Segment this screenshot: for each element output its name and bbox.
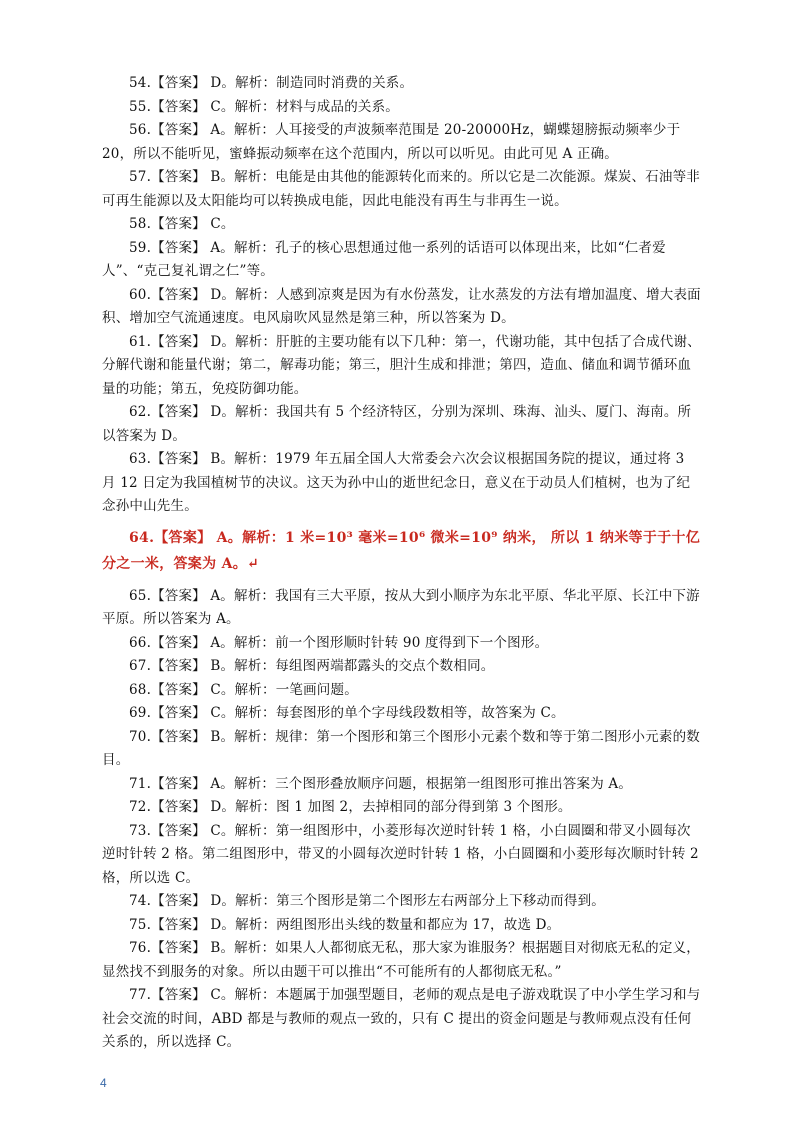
answer-71: 71.【答案】 A。解析：三个图形叠放顺序问题，根据第一组图形可推出答案为 A。 xyxy=(129,775,633,792)
answer-61: 61.【答案】 D。解析：肝脏的主要功能有以下几种：第一，代谢功能，其中包括了合成代谢、分解代谢和能量代谢；第二，解毒功能；第三，胆汁生成和排泄；第四，造血、储血和调节循环血量的功能；第五，免疫防御功能。 xyxy=(102,333,701,397)
answer-55: 55.【答案】 C。解析：材料与成品的关系。 xyxy=(129,98,399,115)
answer-62: 62.【答案】 D。解析：我国共有 5 个经济特区，分别为深圳、珠海、汕头、厦门、海南。所以答案为 D。 xyxy=(102,404,692,444)
answer-68: 68.【答案】 C。解析：一笔画问题。 xyxy=(129,681,358,698)
answer-67: 67.【答案】 B。解析：每组图两端都露头的交点个数相同。 xyxy=(129,658,495,674)
answer-63: 63.【答案】 B。解析：1979 年五届全国人大常委会六次会议根据国务院的提议，通过将 3 月 12 日定为我国植树节的决议。这天为孙中山的逝世纪念日，意义在于动员人们植树，也为了纪念孙中山先生。 xyxy=(102,451,691,514)
answer-66: 66.【答案】 A。解析：前一个图形顺时针转 90 度得到下一个图形。 xyxy=(129,634,549,651)
answer-56: 56.【答案】 A。解析：人耳接受的声波频率范围是 20-20000Hz，蝴蝶翅膀振动频率少于 20，所以不能听见，蜜蜂振动频率在这个范围内，所以可以听见。由此可见 A 正确。 xyxy=(102,122,681,162)
answer-65: 65.【答案】 A。解析：我国有三大平原，按从大到小顺序为东北平原、华北平原、长江中下游平原。所以答案为 A。 xyxy=(102,587,700,627)
answer-75: 75.【答案】 D。解析：两组图形出头线的数量和都应为 17，故选 D。 xyxy=(129,916,561,933)
answer-64-highlighted: 64.【答案】 A。解析：1 米=10³ 毫米=10⁶ 微米=10⁹ 纳米， 所以 1 纳米等于于十亿分之一米，答案为 A。↵ xyxy=(102,529,701,572)
answer-76: 76.【答案】 B。解析：如果人人都彻底无私，那大家为谁服务？根据题目对彻底无私的定义，显然找不到服务的对象。所以由题干可以推出“不可能所有的人都彻底无私。” xyxy=(102,940,700,980)
answer-70: 70.【答案】 B。解析：规律：第一个图形和第三个图形小元素个数和等于第二图形小元素的数目。 xyxy=(102,728,700,768)
page-number: 4 xyxy=(100,1076,107,1090)
answer-57: 57.【答案】 B。解析：电能是由其他的能源转化而来的。所以它是二次能源。煤炭、石油等非可再生能源以及太阳能均可以转换成电能，因此电能没有再生与非再生一说。 xyxy=(102,169,700,209)
answer-60: 60.【答案】 D。解析：人感到凉爽是因为有水份蒸发，让水蒸发的方法有增加温度、增大表面积、增加空气流通速度。电风扇吹风显然是第三种，所以答案为 D。 xyxy=(102,286,701,326)
answer-58: 58.【答案】 C。 xyxy=(129,216,235,232)
answer-54: 54.【答案】 D。解析：制造同时消费的关系。 xyxy=(129,75,414,91)
answer-73: 73.【答案】 C。解析：第一组图形中，小菱形每次逆时针转 1 格，小白圆圈和带叉小圆每次逆时针转 2 格。第二组图形中，带叉的小圆每次逆时针转 1 格，小白圆圈和小菱形每次顺时针转 2 格，所以选 C。 xyxy=(102,822,699,886)
answer-list xyxy=(102,72,702,1055)
answer-72: 72.【答案】 D。解析：图 1 加图 2，去掉相同的部分得到第 3 个图形。 xyxy=(129,799,572,815)
answer-69: 69.【答案】 C。解析：每套图形的单个字母线段数相等，故答案为 C。 xyxy=(129,705,565,721)
answer-59: 59.【答案】 A。解析：孔子的核心思想通过他一系列的话语可以体现出来，比如“仁者爱人”、“克己复礼谓之仁”等。 xyxy=(102,239,666,279)
answer-74: 74.【答案】 D。解析：第三个图形是第二个图形左右两部分上下移动而得到。 xyxy=(129,893,605,909)
answer-77: 77.【答案】 C。解析：本题属于加强型题目，老师的观点是电子游戏耽误了中小学生学习和与社会交流的时间，ABD 都是与教师的观点一致的，只有 C 提出的资金问题是与教师观点没有任何关系的，所以选择 C。 xyxy=(102,987,701,1050)
